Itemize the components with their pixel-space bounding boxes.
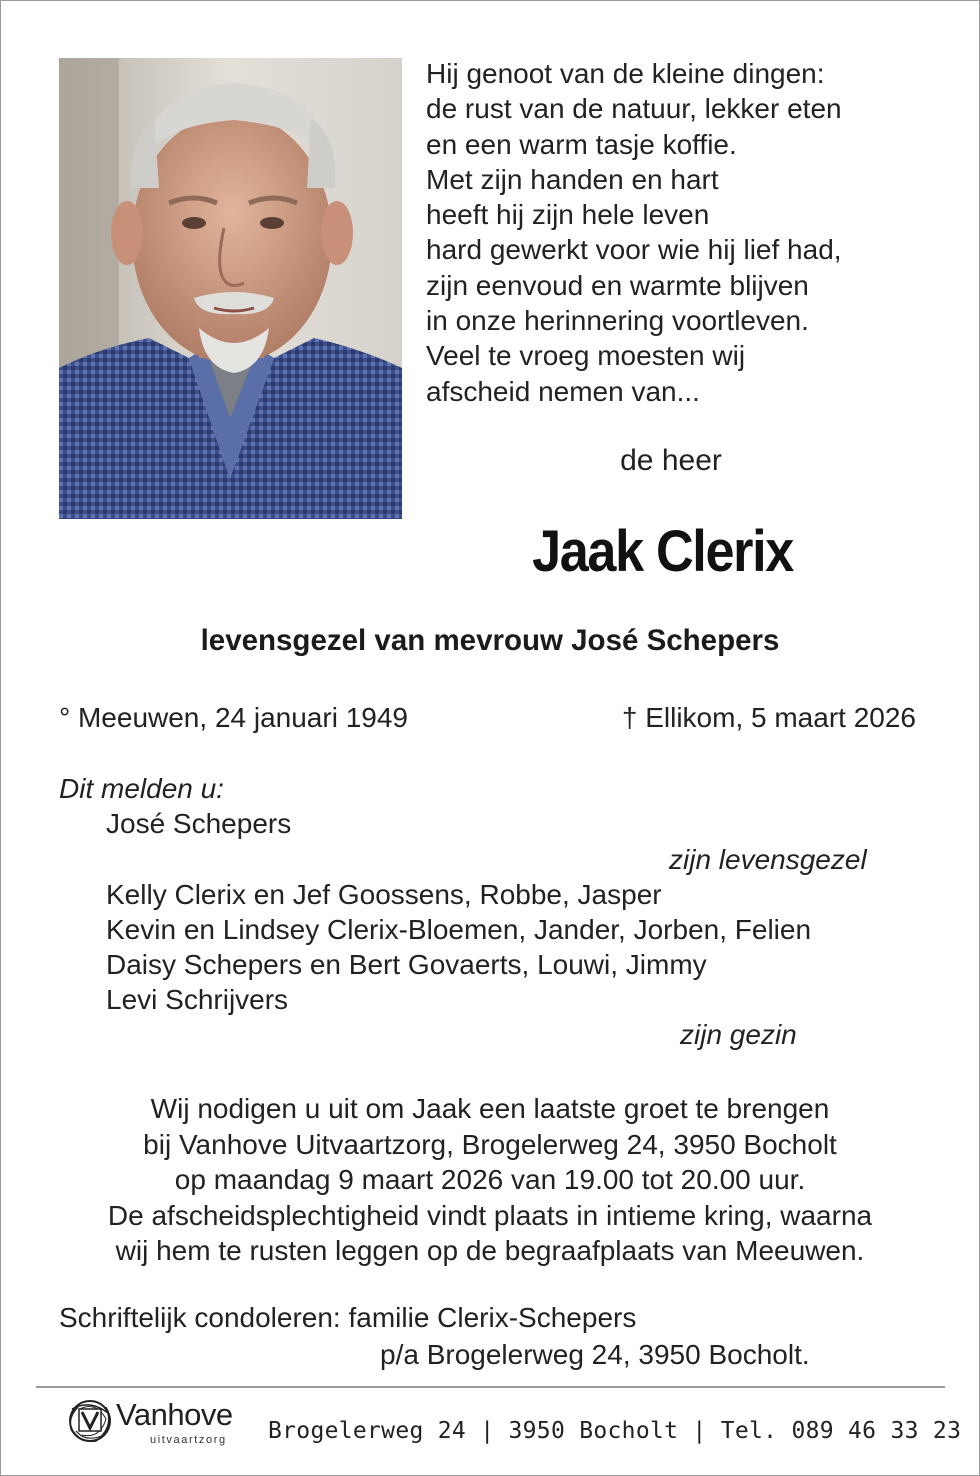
logo-subtitle: uitvaartzorg (150, 1434, 227, 1446)
deceased-name: Jaak Clerix (532, 519, 793, 584)
birth-info: ° Meeuwen, 24 januari 1949 (59, 702, 408, 733)
salutation: de heer (620, 444, 722, 477)
condolence-address: p/a Brogelerweg 24, 3950 Bocholt. (380, 1339, 810, 1370)
poem-line: en een warm tasje koffie. (426, 128, 737, 160)
family-line: Kevin en Lindsey Clerix-Bloemen, Jander, Jorben, Felien (106, 914, 812, 945)
death-info: † Ellikom, 5 maart 2026 (621, 702, 916, 733)
poem-line: heeft hij zijn hele leven (426, 199, 710, 231)
poem-line: Veel te vroeg moesten wij (426, 340, 746, 372)
family-line: Levi Schrijvers (106, 984, 289, 1015)
family-line: Kelly Clerix en Jef Goossens, Robbe, Jasper (106, 879, 662, 910)
family-role: zijn gezin (680, 1019, 797, 1050)
partner-line: levensgezel van mevrouw José Schepers (200, 624, 780, 657)
poem-line: hard gewerkt voor wie hij lief had, (426, 234, 842, 266)
announcer-partner: José Schepers (106, 808, 292, 839)
logo-name: Vanhove (116, 1397, 233, 1432)
poem-line: afscheid nemen van... (426, 375, 700, 407)
invitation (0, 1091, 980, 1269)
partner-role: zijn levensgezel (669, 844, 867, 875)
footer-divider (36, 1386, 945, 1388)
invitation-line: bij Vanhove Uitvaartzorg, Brogelerweg 24, 3950 Bocholt (143, 1128, 837, 1160)
poem-line: in onze herinnering voortleven. (426, 305, 809, 337)
family-line: Daisy Schepers en Bert Govaerts, Louwi, Jimmy (106, 949, 707, 980)
invitation-line: op maandag 9 maart 2026 van 19.00 tot 20.00 uur. (174, 1164, 806, 1195)
invitation-line: Wij nodigen u uit om Jaak een laatste groet te brengen (150, 1093, 830, 1124)
poem-line: zijn eenvoud en warmte blijven (426, 269, 809, 301)
footer-address: Brogelerweg 24 | 3950 Bocholt | Tel. 089 46 33 23 (268, 1418, 962, 1444)
announcers-intro: Dit melden u: (59, 773, 224, 804)
portrait-photo (59, 58, 402, 519)
invitation-line: De afscheidsplechtigheid vindt plaats in intieme kring, waarna (107, 1199, 873, 1231)
condolence-line: Schriftelijk condoleren: familie Clerix-Schepers (59, 1302, 637, 1333)
poem-line: Hij genoot van de kleine dingen: (426, 58, 825, 89)
poem (426, 56, 946, 409)
vanhove-logo (66, 1395, 256, 1451)
invitation-line: wij hem te rusten leggen op de begraafplaats van Meeuwen. (115, 1235, 865, 1266)
logo-emblem-icon (66, 1395, 118, 1449)
poem-line: de rust van de natuur, lekker eten (426, 93, 842, 125)
poem-line: Met zijn handen en hart (426, 163, 719, 195)
